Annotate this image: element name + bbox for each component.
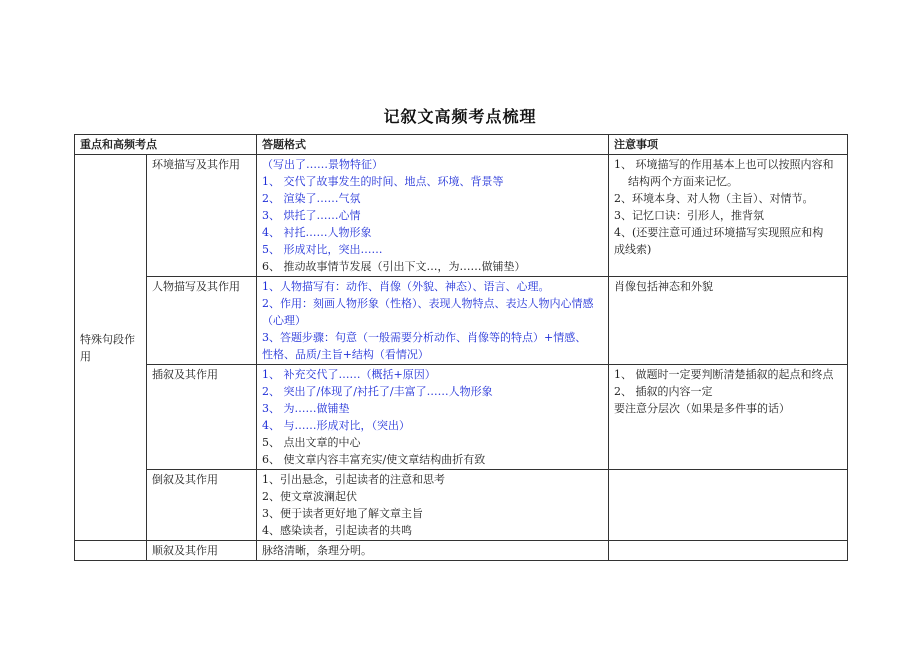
answer-line: 2、使文章波澜起伏 [262,490,357,503]
notes-cell [609,541,848,561]
answer-line: 脉络清晰，条理分明。 [262,544,372,557]
answer-line: 6、 推动故事情节发展（引出下文…，为……做铺垫） [262,260,526,273]
topic-cell [147,365,257,470]
summary-table [74,134,848,561]
table-row [75,470,848,541]
answer-cell [257,277,609,365]
answer-line: 1、人物描写有：动作、肖像（外貌、神态）、语言、心理。 [262,280,550,293]
note-line: 成线索) [614,243,652,256]
note-line: 1、 环境描写的作用基本上也可以按照内容和 [614,158,834,171]
topic-cell [147,277,257,365]
answer-line: 3、便于读者更好地了解文章主旨 [262,507,423,520]
answer-line: 2、 渲染了……气氛 [262,192,361,205]
answer-line: 5、 点出文章的中心 [262,436,361,449]
notes-cell [609,155,848,277]
note-line: 2、环境本身、对人物（主旨）、对情节。 [614,192,814,205]
empty-group-cell [75,541,147,561]
note-line: 1、 做题时一定要判断清楚插叙的起点和终点 [614,368,834,381]
table-row [75,155,848,277]
answer-line: 6、 使文章内容丰富充实/使文章结构曲折有致 [262,453,486,466]
topic-cell [147,470,257,541]
note-line: 4、(还要注意可通过环境描写实现照应和构 [614,226,824,239]
answer-line: 4、 衬托……人物形象 [262,226,372,239]
table-body [75,155,848,561]
answer-line: （心理） [262,314,306,327]
note-line: 结构两个方面来记忆。 [628,175,738,188]
notes-cell [609,365,848,470]
topic-cell [147,541,257,561]
group-label-cell [75,155,147,541]
header-notes: 注意事项 [609,135,848,155]
answer-line: 1、 交代了故事发生的时间、地点、环境、背景等 [262,175,504,188]
answer-line: 1、 补充交代了……（概括+原因） [262,368,436,381]
header-topic: 重点和高频考点 [75,135,257,155]
answer-line: 5、 形成对比，突出…… [262,243,383,256]
answer-line: 4、感染读者，引起读者的共鸣 [262,524,412,537]
group-label: 特殊句段作用 [80,332,135,363]
table-row [75,541,848,561]
topic-label: 环境描写及其作用 [152,158,240,171]
table-row [75,365,848,470]
answer-line: 2、作用：刻画人物形象（性格）、表现人物特点、表达人物内心情感 [262,297,594,310]
answer-cell [257,541,609,561]
answer-cell [257,155,609,277]
notes-cell [609,277,848,365]
header-answer-format: 答题格式 [257,135,609,155]
note-line: 要注意分层次（如果是多件事的话） [614,402,790,415]
topic-cell [147,155,257,277]
answer-line: 3、答题步骤：句意（一般需要分析动作、肖像等的特点）+情感、 [262,331,587,344]
answer-cell [257,365,609,470]
topic-label: 倒叙及其作用 [152,473,218,486]
header-row [75,135,848,155]
answer-line: 3、 烘托了……心情 [262,209,361,222]
topic-label: 插叙及其作用 [152,368,218,381]
answer-line: 1、引出悬念，引起读者的注意和思考 [262,473,445,486]
answer-line: 3、 为……做铺垫 [262,402,350,415]
page-title: 记叙文高频考点梳理 [383,107,537,126]
topic-label: 人物描写及其作用 [152,280,240,293]
notes-cell [609,470,848,541]
note-line: 2、 插叙的内容一定 [614,385,713,398]
note-line: 肖像包括神态和外貌 [614,280,713,293]
answer-cell [257,470,609,541]
table-row [75,277,848,365]
answer-line: 性格、品质/主旨+结构（看情况） [262,348,429,361]
answer-line: （写出了……景物特征） [262,158,383,171]
note-line: 3、记忆口诀：引形人，推背氛 [614,209,764,222]
topic-label: 顺叙及其作用 [152,544,218,557]
answer-line: 2、 突出了/体现了/衬托了/丰富了……人物形象 [262,385,493,398]
answer-line: 4、 与……形成对比，（突出） [262,419,410,432]
